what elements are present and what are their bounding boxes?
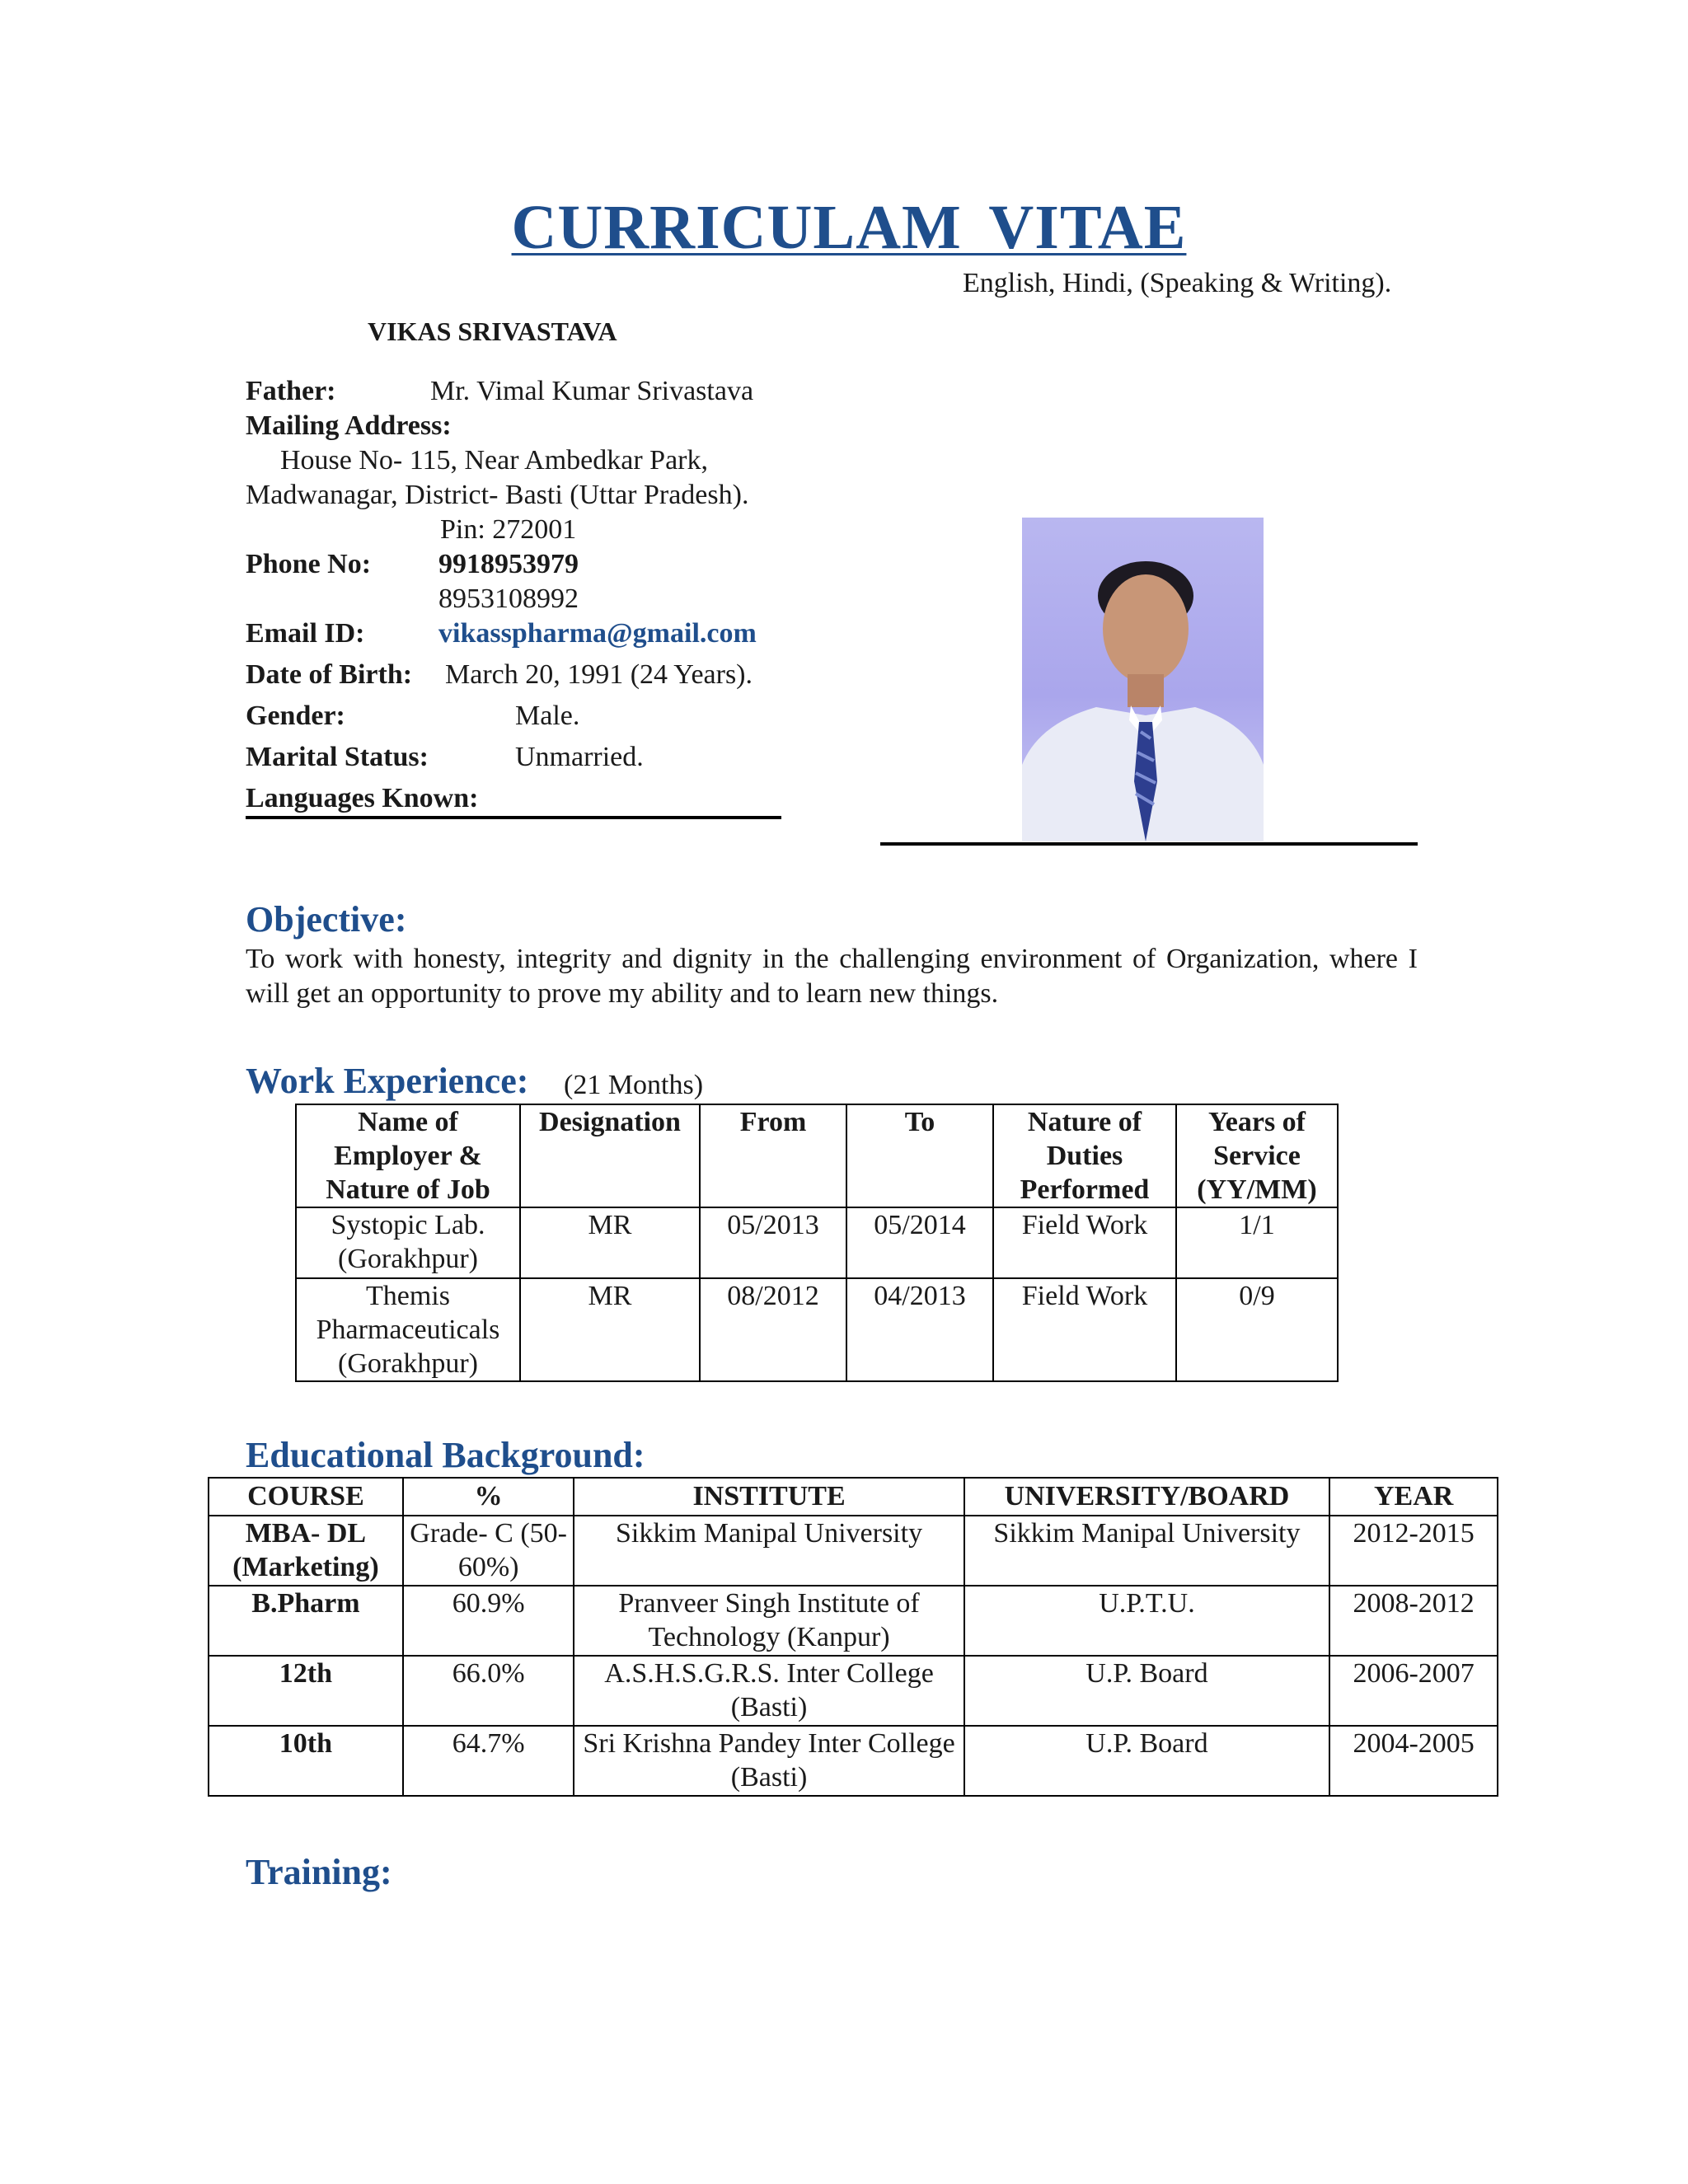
phone-secondary: 8953108992 [438, 583, 579, 614]
languages-value: English, Hindi, (Speaking & Writing). [963, 268, 1392, 298]
table-row [296, 1278, 1338, 1381]
work-duration: (21 Months) [564, 1070, 704, 1100]
work-service: 0/9 [1176, 1278, 1338, 1381]
edu-year: 2008-2012 [1329, 1586, 1498, 1656]
divider-right [880, 842, 1418, 846]
edu-percent: Grade- C (50-60%) [403, 1516, 574, 1586]
edu-university: U.P. Board [964, 1656, 1330, 1726]
edu-col-year: YEAR [1329, 1478, 1498, 1516]
edu-institute: Sikkim Manipal University [574, 1516, 964, 1586]
edu-col-course: COURSE [209, 1478, 403, 1516]
page-title: CURRICULAM VITAE [511, 193, 1187, 262]
work-duties: Field Work [993, 1207, 1176, 1278]
work-employer: Systopic Lab. (Gorakhpur) [296, 1207, 520, 1278]
work-duties: Field Work [993, 1278, 1176, 1381]
work-table-header [296, 1104, 1338, 1207]
father-label: Father: [246, 376, 336, 406]
marital-status-value: Unmarried. [515, 742, 644, 772]
marital-status-label: Marital Status: [246, 742, 429, 772]
edu-year: 2012-2015 [1329, 1516, 1498, 1586]
work-col-service: Years of Service (YY/MM) [1176, 1104, 1338, 1207]
email-label: Email ID: [246, 618, 365, 649]
edu-course: MBA- DL (Marketing) [209, 1516, 403, 1586]
edu-year: 2006-2007 [1329, 1656, 1498, 1726]
edu-percent: 64.7% [403, 1726, 574, 1796]
work-experience-table [295, 1104, 1339, 1382]
address-line-2: Madwanagar, District- Basti (Uttar Pradesh). [246, 480, 749, 510]
education-table [208, 1477, 1498, 1797]
edu-percent: 60.9% [403, 1586, 574, 1656]
work-employer: Themis Pharmaceuticals (Gorakhpur) [296, 1278, 520, 1381]
edu-course: 12th [209, 1656, 403, 1726]
dob-value: March 20, 1991 (24 Years). [445, 659, 753, 690]
mailing-address-label: Mailing Address: [246, 410, 452, 441]
objective-heading: Objective: [246, 899, 407, 940]
edu-col-university: UNIVERSITY/BOARD [964, 1478, 1330, 1516]
work-col-employer: Name of Employer & Nature of Job [296, 1104, 520, 1207]
gender-value: Male. [515, 701, 580, 731]
work-to: 04/2013 [846, 1278, 993, 1381]
edu-percent: 66.0% [403, 1656, 574, 1726]
father-value: Mr. Vimal Kumar Srivastava [430, 376, 754, 406]
edu-institute: Sri Krishna Pandey Inter College (Basti) [574, 1726, 964, 1796]
edu-course: 10th [209, 1726, 403, 1796]
work-experience-heading: Work Experience: [246, 1061, 529, 1101]
table-row [209, 1586, 1498, 1656]
education-table-header [209, 1478, 1498, 1516]
gender-label: Gender: [246, 701, 345, 731]
work-col-to: To [846, 1104, 993, 1207]
education-heading: Educational Background: [246, 1435, 645, 1475]
table-row [209, 1516, 1498, 1586]
table-row [209, 1656, 1498, 1726]
work-designation: MR [520, 1207, 700, 1278]
work-col-from: From [700, 1104, 846, 1207]
dob-label: Date of Birth: [246, 659, 413, 690]
training-heading: Training: [246, 1852, 392, 1892]
edu-university: Sikkim Manipal University [964, 1516, 1330, 1586]
edu-university: U.P. Board [964, 1726, 1330, 1796]
work-from: 05/2013 [700, 1207, 846, 1278]
work-designation: MR [520, 1278, 700, 1381]
work-to: 05/2014 [846, 1207, 993, 1278]
edu-university: U.P.T.U. [964, 1586, 1330, 1656]
table-row [209, 1726, 1498, 1796]
work-service: 1/1 [1176, 1207, 1338, 1278]
candidate-name: VIKAS SRIVASTAVA [368, 316, 617, 346]
divider-left [246, 816, 781, 819]
work-from: 08/2012 [700, 1278, 846, 1381]
work-col-designation: Designation [520, 1104, 700, 1207]
phone-label: Phone No: [246, 549, 372, 579]
table-row [296, 1207, 1338, 1278]
edu-course: B.Pharm [209, 1586, 403, 1656]
profile-photo [1022, 518, 1264, 841]
edu-year: 2004-2005 [1329, 1726, 1498, 1796]
edu-institute: A.S.H.S.G.R.S. Inter College (Basti) [574, 1656, 964, 1726]
phone-primary: 9918953979 [438, 549, 579, 579]
objective-text: To work with honesty, integrity and dignity in the challenging environment of Organization, where I will get an opportunity to prove my ability and to learn new things. [246, 944, 1418, 1009]
edu-col-institute: INSTITUTE [574, 1478, 964, 1516]
languages-label: Languages Known: [246, 783, 479, 813]
work-col-duties: Nature of Duties Performed [993, 1104, 1176, 1207]
email-link[interactable]: vikasspharma@gmail.com [438, 618, 757, 649]
address-pin: Pin: 272001 [440, 514, 577, 545]
address-line-1: House No- 115, Near Ambedkar Park, [280, 445, 708, 476]
edu-col-percent: % [403, 1478, 574, 1516]
edu-institute: Pranveer Singh Institute of Technology (Kanpur) [574, 1586, 964, 1656]
